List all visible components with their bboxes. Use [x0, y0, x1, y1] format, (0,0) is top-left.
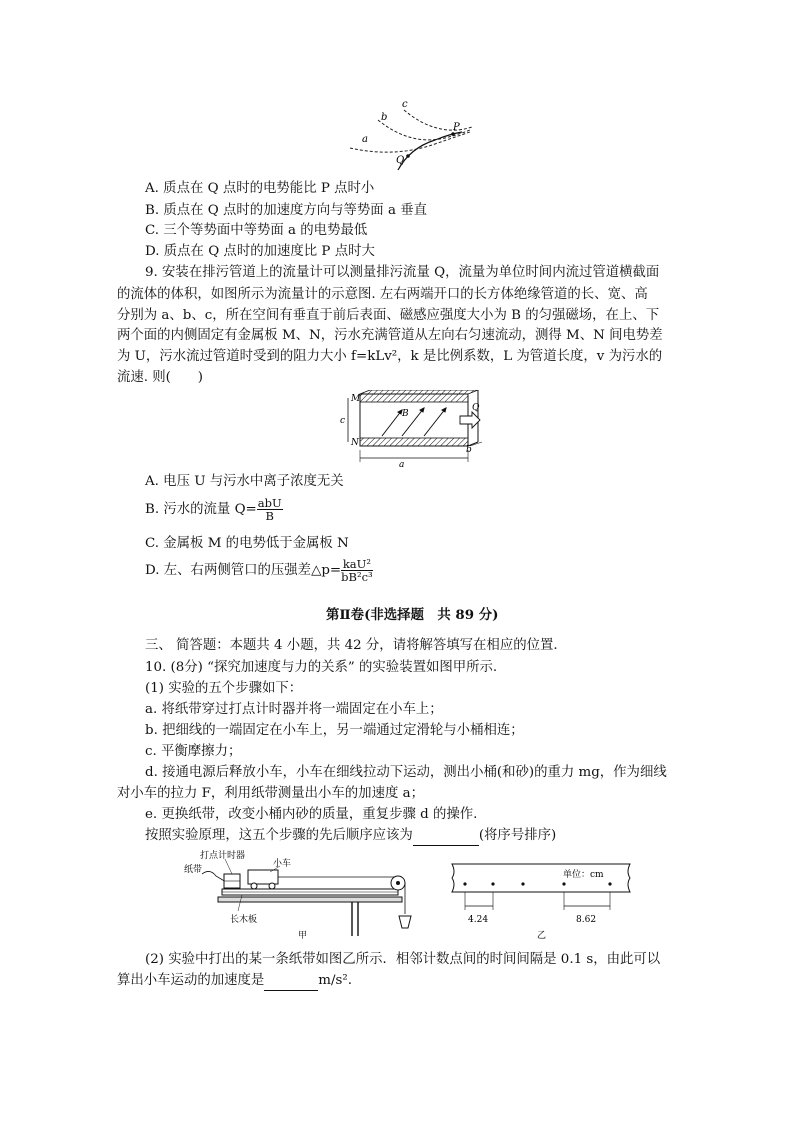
magnetic-field-arrows [382, 408, 446, 436]
tape-dot [608, 882, 611, 885]
point-q [406, 154, 410, 158]
q10-step-a: a. 将纸带穿过打点计时器并将一端固定在小车上； [145, 702, 443, 717]
caption-jia: 甲 [298, 931, 308, 941]
q8-option-d: D. 质点在 Q 点时的加速度比 P 点时大 [145, 244, 375, 259]
apparatus-figure [180, 846, 420, 942]
q10-step-b: b. 把细线的一端固定在小车上，另一端通过定滑轮与小桶相连； [145, 723, 524, 738]
q10-step-d-2: 对小车的拉力 F，利用纸带测量出小车的加速度 a； [117, 786, 424, 801]
label-q: Q [396, 155, 405, 166]
q10-step-c: c. 平衡摩擦力； [145, 744, 242, 759]
q8-option-a: A. 质点在 Q 点时的电势能比 P 点时小 [145, 181, 375, 196]
table-top [218, 897, 402, 902]
tape-dot [521, 882, 524, 885]
label-b: b [381, 112, 388, 123]
plate-n [360, 438, 468, 446]
q9-option-b: B. 污水的流量 Q= $\frac{\text{abU}}{B}$ [145, 496, 282, 523]
order-answer-blank[interactable] [413, 827, 479, 846]
flowmeter-figure [332, 390, 492, 468]
flow-arrow [460, 412, 480, 428]
option-d-fraction: $\frac{\text{kaU²}}{\text{bB²c³}}$ [341, 557, 373, 584]
q9-line-5: 为 U，污水流过管道时受到的阻力大小 f=kLv²，k 是比例系数，L 为管道长度，v 为污水的 [117, 349, 663, 364]
q10-order-line: 按照实验原理，这五个步骤的先后顺序应该为 (将序号排序) [145, 827, 556, 846]
label-a: a [362, 134, 368, 145]
label-tape: 纸带 [184, 865, 203, 875]
q9-line-4: 两个面的内侧固定有金属板 M、N，污水充满管道从左向右匀速流动，测得 M、N 间电势差 [117, 328, 663, 343]
label-c-dim: c [340, 416, 346, 426]
q9-line-2: 的流体的体积，如图所示为流量计的示意图. 左右两端开口的长方体绝缘管道的长、宽、高 [117, 287, 648, 302]
label-board: 长木板 [230, 915, 258, 925]
label-q-flow: Q [472, 403, 480, 413]
plate-m [360, 394, 468, 402]
q10-intro: 10. (8分) “探究加速度与力的关系” 的实验装置如图甲所示. [145, 660, 498, 675]
label-m: M [351, 394, 361, 404]
section-instruction: 三、 简答题：本题共 4 小题，共 42 分，请将解答填写在相应的位置. [145, 638, 558, 653]
q10-sub2-line-2: 算出小车运动的加速度是 m/s². [117, 972, 352, 991]
tape-dot [491, 882, 494, 885]
cart [248, 870, 278, 884]
acceleration-answer-blank[interactable] [264, 972, 318, 991]
label-c: c [402, 99, 408, 110]
q10-step-d-1: d. 接通电源后释放小车，小车在细线拉动下运动，测出小桶(和砂)的重力 mg，作为细线 [145, 765, 667, 780]
q9-line-3: 分别为 a、b、c，所在空间有垂直于前后表面、磁感应强度大小为 B 的匀强磁场，在上、下 [117, 308, 660, 323]
tape-unit: 单位：cm [563, 870, 604, 880]
tape-distance-1: 4.24 [468, 915, 489, 925]
label-b-dim: b [466, 445, 472, 455]
q10-sub2-line-1: (2) 实验中打出的某一条纸带如图乙所示．相邻计数点间的时间间隔是 0.1 s，由此可以 [145, 952, 661, 967]
tape-figure [440, 860, 640, 942]
q9-option-a: A. 电压 U 与污水中离子浓度无关 [145, 474, 344, 489]
q9-option-c: C. 金属板 M 的电势低于金属板 N [145, 536, 349, 551]
label-p: P [453, 122, 460, 133]
q10-step-e: e. 更换纸带，改变小桶内砂的质量，重复步骤 d 的操作. [145, 807, 478, 822]
caption-yi: 乙 [537, 931, 547, 941]
tape-dot [562, 882, 565, 885]
label-b-field: B [402, 409, 409, 419]
label-timer: 打点计时器 [200, 851, 246, 861]
option-b-fraction: $\frac{\text{abU}}{B}$ [257, 496, 282, 523]
equipotential-figure [340, 96, 480, 174]
equipotential-line-c [404, 110, 472, 130]
q10-sub1: (1) 实验的五个步骤如下： [145, 681, 303, 696]
q9-line-6: 流速. 则( ) [117, 370, 203, 385]
tape-dot [463, 882, 466, 885]
q9-line-1: 9. 安装在排污管道上的流量计可以测量排污流量 Q，流量为单位时间内流过管道横截面 [145, 265, 660, 280]
label-cart: 小车 [273, 859, 292, 869]
section-title: 第Ⅱ卷(非选择题 共 89 分) [326, 607, 499, 623]
q8-option-c: C. 三个等势面中等势面 a 的电势最低 [145, 223, 368, 238]
label-n: N [351, 438, 359, 448]
label-a-dim: a [399, 460, 405, 468]
bucket [399, 916, 411, 928]
tape-distance-2: 8.62 [576, 915, 597, 925]
q9-option-d: D. 左、右两侧管口的压强差△p= $\frac{\text{kaU²}}{\text{bB²c³}}$ [145, 557, 373, 584]
q8-option-b: B. 质点在 Q 点时的加速度方向与等势面 a 垂直 [145, 203, 427, 218]
